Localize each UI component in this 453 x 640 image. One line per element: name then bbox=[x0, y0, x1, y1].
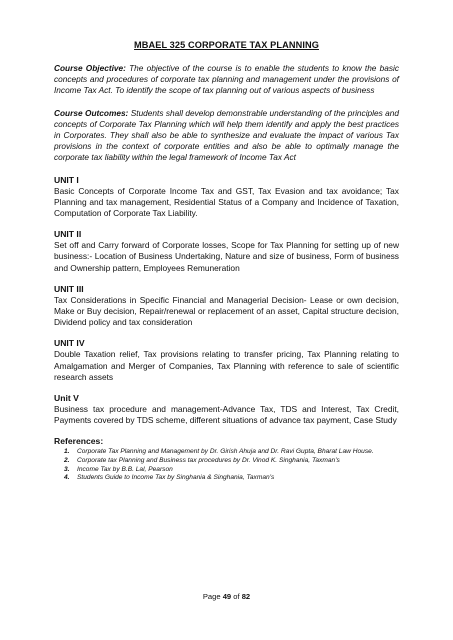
reference-number: 2. bbox=[64, 457, 70, 465]
references-heading: References: bbox=[54, 436, 104, 447]
unit-heading: UNIT I bbox=[54, 174, 79, 185]
course-outcomes-label: Course Outcomes: bbox=[54, 107, 129, 118]
unit-heading: UNIT II bbox=[54, 229, 82, 240]
unit-heading: UNIT IV bbox=[54, 338, 85, 349]
reference-number: 3. bbox=[64, 465, 70, 473]
unit-body: Double Taxation relief, Tax provisions relating to transfer pricing, Tax Planning relating to Amalgamation and Merger of Companies, Tax Planning with reference to sale of scientific research assets bbox=[54, 349, 399, 382]
unit-section-1 bbox=[54, 175, 399, 220]
reference-number: 4. bbox=[64, 474, 70, 482]
course-objective-label: Course Objective: bbox=[54, 63, 126, 73]
unit-body: Set off and Carry forward of Corporate losses, Scope for Tax Planning for setting up of new business:- Location of Business Undertaking, Nature and size of business, Form of business and Ownership pattern, Employees Remuneration bbox=[54, 240, 399, 273]
reference-text: Corporate Tax Planning and Management by Dr. Girish Ahuja and Dr. Ravi Gupta, Bharat Law House. bbox=[77, 448, 374, 456]
reference-item bbox=[54, 466, 399, 475]
unit-body: Tax Considerations in Specific Financial and Managerial Decision- Lease or own decision, Make or Buy decision, Repair/renewal or replacement of an asset, Capital structure decision, Dividend policy and tax consideration bbox=[54, 294, 399, 328]
course-objective bbox=[54, 63, 399, 97]
reference-text: Corporate tax Planning and Business tax procedures by Dr. Vinod K. Singhania, Taxman’s bbox=[77, 457, 340, 465]
course-outcomes bbox=[54, 108, 399, 164]
page-total: 82 bbox=[241, 592, 251, 601]
unit-heading: UNIT III bbox=[54, 283, 84, 294]
page-prefix: Page bbox=[202, 592, 223, 601]
reference-item bbox=[54, 457, 399, 466]
references-list bbox=[54, 448, 399, 482]
unit-heading: Unit V bbox=[54, 393, 79, 404]
course-outcomes-text: Students shall develop demonstrable understanding of the principles and concepts of Corporate Tax Planning which will help them identify and apply the best practices in Corporates. They shall also be able to synthesize and evaluate the impact of various Tax provisions in the context of corporate entities and also be able to optimally manage the corporate tax liability within the legal framework of Income Tax Act bbox=[54, 107, 399, 163]
page-current: 49 bbox=[222, 592, 232, 601]
unit-section-3 bbox=[54, 284, 399, 329]
page-footer bbox=[0, 592, 453, 601]
page-of: of bbox=[231, 592, 242, 601]
unit-section-5 bbox=[54, 393, 399, 426]
reference-number: 1. bbox=[64, 448, 70, 456]
reference-item bbox=[54, 448, 399, 457]
unit-body: Basic Concepts of Corporate Income Tax and GST, Tax Evasion and tax avoidance; Tax Planning and tax management, Residential Status of a Company and Incidence of Taxation, Computation of Corporate Tax Liability. bbox=[54, 185, 399, 219]
reference-item bbox=[54, 474, 399, 483]
reference-text: Income Tax by B.B. Lal, Pearson bbox=[77, 465, 173, 473]
page-title: MBAEL 325 CORPORATE TAX PLANNING bbox=[134, 40, 319, 50]
unit-body: Business tax procedure and management-Advance Tax, TDS and Interest, Tax Credit, Payments covered by TDS scheme, different situations of advance tax payment, Case Study bbox=[54, 404, 399, 426]
unit-section-2 bbox=[54, 229, 399, 274]
course-objective-text: The objective of the course is to enable the students to know the basic concepts and procedures of corporate tax planning and management under the provisions of Income Tax Act. To identify the scope of tax planning out of various aspects of business bbox=[54, 63, 399, 96]
unit-section-4 bbox=[54, 338, 399, 383]
reference-text: Students Guide to Income Tax by Singhania & Singhania, Taxman’s bbox=[77, 474, 275, 482]
